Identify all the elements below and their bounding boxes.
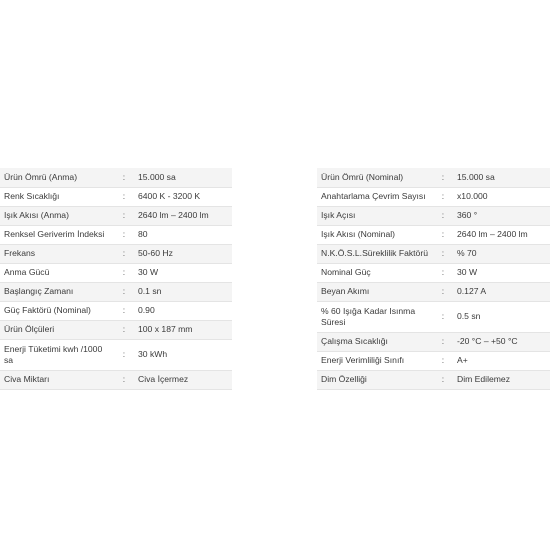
spec-row bbox=[0, 168, 232, 187]
spec-row bbox=[0, 320, 232, 339]
spec-separator: : bbox=[433, 370, 453, 389]
spec-separator: : bbox=[433, 244, 453, 263]
spec-separator: : bbox=[433, 206, 453, 225]
spec-key: Frekans bbox=[0, 244, 114, 263]
spec-separator: : bbox=[114, 168, 134, 187]
spec-row bbox=[0, 301, 232, 320]
spec-value: x10.000 bbox=[453, 187, 550, 206]
spec-key: Beyan Akımı bbox=[317, 282, 433, 301]
spec-row bbox=[317, 225, 550, 244]
spec-value: 0.127 A bbox=[453, 282, 550, 301]
spec-separator: : bbox=[114, 187, 134, 206]
spec-separator: : bbox=[114, 282, 134, 301]
spec-key: Işık Akısı (Anma) bbox=[0, 206, 114, 225]
spec-key: Dim Özelliği bbox=[317, 370, 433, 389]
spec-row bbox=[317, 370, 550, 389]
spec-value: 80 bbox=[134, 225, 232, 244]
spec-separator: : bbox=[433, 282, 453, 301]
spec-key: N.K.Ö.S.L.Süreklilik Faktörü bbox=[317, 244, 433, 263]
spec-row bbox=[317, 301, 550, 332]
spec-value: Dim Edilemez bbox=[453, 370, 550, 389]
spec-row bbox=[317, 282, 550, 301]
spec-value: Civa İçermez bbox=[134, 370, 232, 389]
spec-key: Başlangıç Zamanı bbox=[0, 282, 114, 301]
spec-row bbox=[317, 168, 550, 187]
spec-value: 15.000 sa bbox=[134, 168, 232, 187]
spec-row bbox=[0, 225, 232, 244]
spec-key: Güç Faktörü (Nominal) bbox=[0, 301, 114, 320]
spec-key: Civa Miktarı bbox=[0, 370, 114, 389]
spec-value: 6400 K - 3200 K bbox=[134, 187, 232, 206]
spec-separator: : bbox=[114, 370, 134, 389]
spec-value: 30 W bbox=[453, 263, 550, 282]
spec-separator: : bbox=[114, 339, 134, 370]
spec-row bbox=[317, 187, 550, 206]
spec-row bbox=[317, 263, 550, 282]
spec-row bbox=[0, 206, 232, 225]
spec-separator: : bbox=[114, 244, 134, 263]
spec-value: 30 kWh bbox=[134, 339, 232, 370]
spec-value: 0.90 bbox=[134, 301, 232, 320]
spec-row bbox=[0, 244, 232, 263]
left-spec-table bbox=[0, 168, 232, 390]
spec-row bbox=[317, 206, 550, 225]
spec-separator: : bbox=[433, 332, 453, 351]
spec-key: Anma Gücü bbox=[0, 263, 114, 282]
spec-key: Renksel Geriverim İndeksi bbox=[0, 225, 114, 244]
spec-row bbox=[317, 351, 550, 370]
spec-key: Renk Sıcaklığı bbox=[0, 187, 114, 206]
spec-value: -20 °C – +50 °C bbox=[453, 332, 550, 351]
spec-value: 30 W bbox=[134, 263, 232, 282]
spec-value: 2640 lm – 2400 lm bbox=[453, 225, 550, 244]
spec-separator: : bbox=[114, 301, 134, 320]
spec-separator: : bbox=[114, 263, 134, 282]
spec-value: 360 ° bbox=[453, 206, 550, 225]
spec-key: Ürün Ölçüleri bbox=[0, 320, 114, 339]
spec-key: Işık Açısı bbox=[317, 206, 433, 225]
spec-separator: : bbox=[433, 301, 453, 332]
spec-value: A+ bbox=[453, 351, 550, 370]
spec-key: % 60 Işığa Kadar Isınma Süresi bbox=[317, 301, 433, 332]
spec-separator: : bbox=[433, 351, 453, 370]
spec-key: Ürün Ömrü (Nominal) bbox=[317, 168, 433, 187]
spec-key: Çalışma Sıcaklığı bbox=[317, 332, 433, 351]
spec-separator: : bbox=[433, 187, 453, 206]
spec-separator: : bbox=[433, 168, 453, 187]
spec-value: 0.1 sn bbox=[134, 282, 232, 301]
spec-separator: : bbox=[433, 263, 453, 282]
spec-value: 0.5 sn bbox=[453, 301, 550, 332]
spec-separator: : bbox=[433, 225, 453, 244]
spec-row bbox=[0, 282, 232, 301]
spec-key: Anahtarlama Çevrim Sayısı bbox=[317, 187, 433, 206]
spec-row bbox=[317, 332, 550, 351]
spec-separator: : bbox=[114, 206, 134, 225]
spec-value: 50-60 Hz bbox=[134, 244, 232, 263]
spec-key: Enerji Verimliliği Sınıfı bbox=[317, 351, 433, 370]
spec-row bbox=[0, 370, 232, 389]
spec-key: Nominal Güç bbox=[317, 263, 433, 282]
spec-separator: : bbox=[114, 225, 134, 244]
spec-row bbox=[0, 187, 232, 206]
spec-value: % 70 bbox=[453, 244, 550, 263]
spec-row bbox=[0, 263, 232, 282]
spec-value: 2640 lm – 2400 lm bbox=[134, 206, 232, 225]
spec-key: Enerji Tüketimi kwh /1000 sa bbox=[0, 339, 114, 370]
spec-separator: : bbox=[114, 320, 134, 339]
spec-key: Işık Akısı (Nominal) bbox=[317, 225, 433, 244]
right-spec-table bbox=[317, 168, 550, 390]
spec-row bbox=[317, 244, 550, 263]
spec-row bbox=[0, 339, 232, 370]
spec-value: 15.000 sa bbox=[453, 168, 550, 187]
spec-key: Ürün Ömrü (Anma) bbox=[0, 168, 114, 187]
spec-value: 100 x 187 mm bbox=[134, 320, 232, 339]
